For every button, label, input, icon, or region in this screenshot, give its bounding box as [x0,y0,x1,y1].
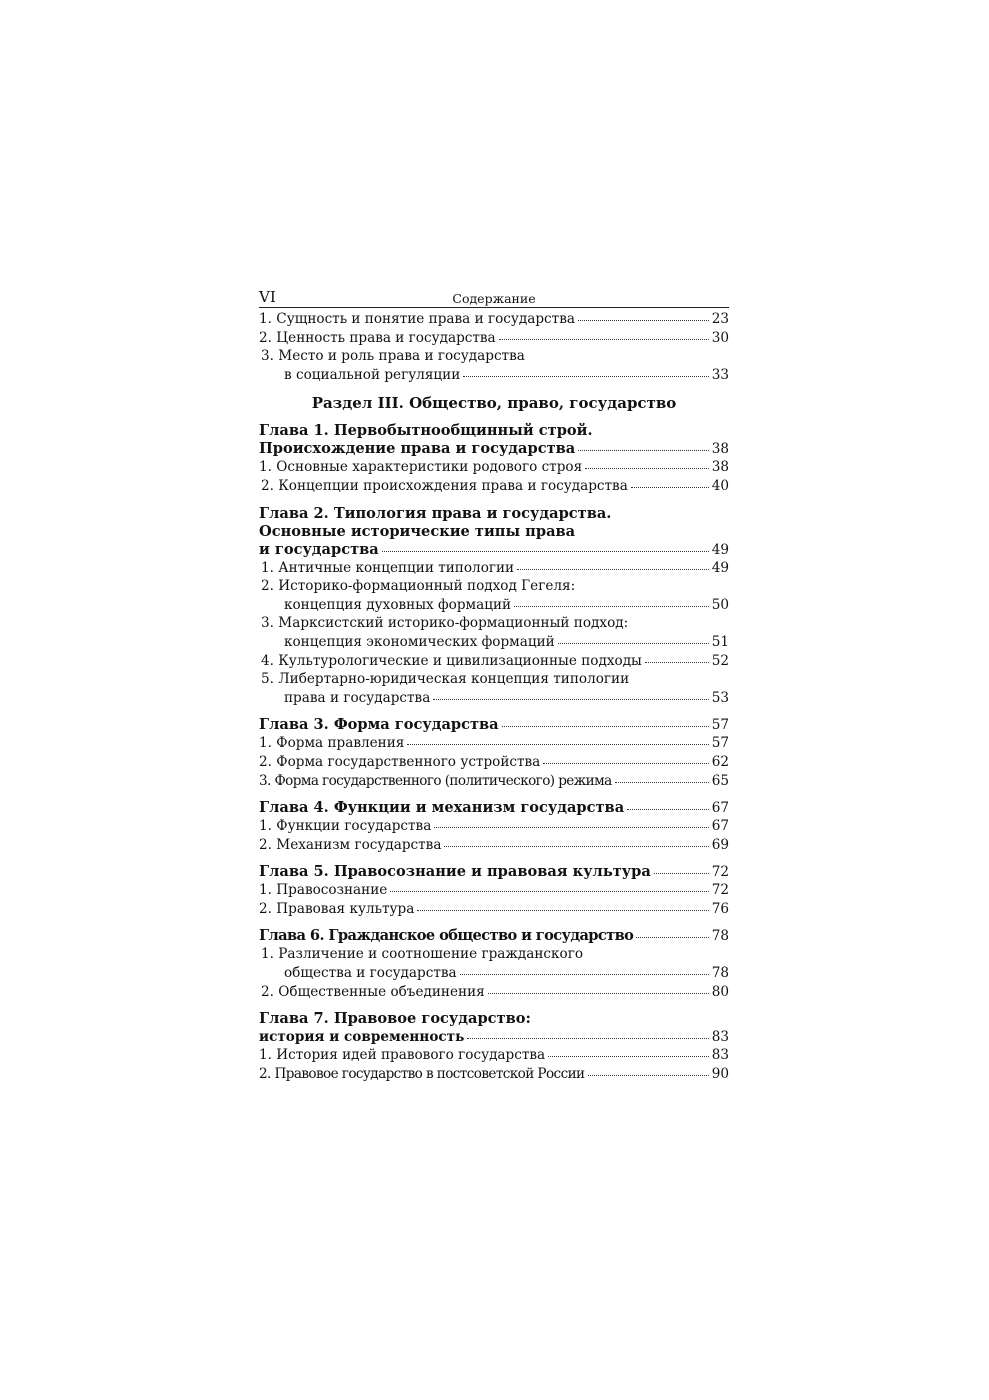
entry-text: 1. Сущность и понятие права и государства [259,311,575,327]
chapter-title: Глава 4. Функции и механизм государства [259,799,625,817]
chapter-page: 49 [711,541,729,558]
dot-leader [382,547,709,552]
entry-text: 2. Ценность права и государства [259,329,496,346]
section-heading: Раздел III. Общество, право, государство [311,394,677,413]
toc-entry [259,836,729,855]
chapter-subtitle: Происхождение права и государства [259,440,576,458]
chapter-page: 38 [711,441,729,458]
chapter-page: 78 [711,928,729,945]
chapter-page: 57 [711,717,729,734]
toc-entry-line1 [259,577,729,596]
toc-entry [259,900,729,919]
dot-leader [558,639,709,644]
entry-page: 80 [711,983,729,1000]
chapter-title-line [259,927,729,945]
entry-page: 65 [711,772,729,789]
dot-leader [578,316,709,321]
toc-entry [259,477,729,496]
dot-leader [631,483,709,488]
chapter-title-line [259,541,729,559]
toc-entry [259,633,729,652]
running-title: Содержание [452,291,536,306]
toc-entry [259,964,729,983]
toc-entry [259,817,729,836]
dot-leader [407,740,708,745]
toc-entry-line1 [259,614,729,633]
entry-page: 38 [711,459,729,476]
entry-page: 62 [711,753,729,770]
chapter-title-line [259,799,729,817]
toc-entry [259,1065,729,1084]
entry-text: 1. Основные характеристики родового строя [259,459,583,476]
dot-leader [444,842,708,847]
chapter-title: Глава 6. Гражданское общество и государство [259,927,634,945]
chapter-6 [259,927,729,1001]
entry-text: 1. Античные концепции типологии [261,559,515,576]
toc-entry [259,753,729,772]
toc-entry [259,329,729,348]
toc-entry [259,983,729,1002]
entry-page: 33 [711,366,729,383]
chapter-page: 83 [711,1029,729,1046]
entry-page: 76 [711,900,729,917]
dot-leader [548,1052,709,1057]
dot-leader [585,464,709,469]
dot-leader [460,970,709,975]
toc-entry [259,772,729,791]
chapter-7 [259,1010,729,1083]
entry-page: 67 [711,818,729,835]
chapter-title: Глава 3. Форма государства [259,716,499,734]
entry-text: 2. Правовое государство в постсоветской России [259,1065,585,1082]
dot-leader [499,335,709,340]
entry-text: 3. Форма государственного (политического) режима [259,772,612,789]
entry-text: 2. Механизм государства [259,836,442,853]
entry-text: 2. Историко-формационный подход Гегеля: [261,578,576,595]
entry-page: 51 [711,633,729,650]
entry-page: 40 [711,477,729,494]
entry-page: 57 [711,735,729,752]
entry-text: концепция экономических формаций [284,633,555,650]
entry-text: 2. Общественные объединения [261,983,485,1000]
dot-leader [627,805,709,810]
entry-text: 1. Различение и соотношение гражданского [261,946,584,963]
dot-leader [502,722,709,727]
chapter-title: Глава 2. Типология права и государства. [259,504,612,522]
toc-entry-line1 [259,347,729,366]
chapter-subtitle: история и современность [259,1029,465,1046]
entry-text: 2. Правовая культура [259,900,415,917]
entry-text: общества и государства [284,965,457,982]
dot-leader [615,778,709,783]
dot-leader [434,823,708,828]
chapter-title-line [259,440,729,458]
entry-text: 5. Либертарно-юридическая концепция типологии [261,671,630,688]
entry-page: 50 [711,596,729,613]
dot-leader [645,658,709,663]
chapter-subtitle: Основные исторические типы права [259,522,576,540]
entry-page: 83 [711,1047,729,1064]
entry-text: 3. Место и роль права и государства [261,348,525,365]
dot-leader [517,565,709,570]
toc-entry [259,1046,729,1065]
chapter-1 [259,422,729,495]
entry-text: в социальной регуляции [284,366,461,383]
chapter-title: Глава 5. Правосознание и правовая культура [259,863,651,881]
entry-page: 72 [711,882,729,899]
chapter-3 [259,716,729,790]
toc-entry [259,596,729,615]
toc-entry [259,652,729,671]
entry-text: 2. Форма государственного устройства [259,753,541,770]
entry-page: 23 [711,311,729,327]
entry-text: 2. Концепции происхождения права и государства [261,477,628,494]
dot-leader [433,695,708,700]
chapter-title: Глава 7. Правовое государство: [259,1010,531,1028]
entry-page: 78 [711,965,729,982]
toc-entry [259,881,729,900]
dot-leader [578,446,708,451]
entry-page: 90 [711,1065,729,1082]
entry-text: 3. Марксистский историко-формационный подход: [261,615,629,632]
dot-leader [467,1034,708,1039]
chapter-page: 67 [711,800,729,817]
entry-text: 1. Функции государства [259,818,432,835]
dot-leader [463,372,708,377]
entry-page: 69 [711,836,729,853]
dot-leader [417,906,708,911]
dot-leader [654,869,709,874]
toc-entry [259,310,729,329]
dot-leader [636,933,708,938]
toc-entry [259,366,729,385]
entry-text: 1. История идей правового государства [259,1047,546,1064]
entry-page: 52 [711,652,729,669]
dot-leader [514,602,709,607]
chapter-title: Глава 1. Первобытнообщинный строй. [259,422,593,440]
chapter-5 [259,863,729,918]
entry-page: 53 [711,689,729,706]
dot-leader [488,989,709,994]
entry-text: права и государства [284,689,431,706]
toc-entry-line1 [259,670,729,689]
chapter-4 [259,799,729,854]
page-number: VI [259,288,276,306]
chapter-title-line [259,863,729,881]
dot-leader [588,1071,709,1076]
entry-page: 30 [711,329,729,346]
chapter-subtitle: и государства [259,540,379,558]
entry-page: 49 [711,559,729,576]
entry-text: 1. Форма правления [259,735,405,752]
chapter-title-line [259,716,729,734]
chapter-2 [259,505,729,708]
chapter-title-line [259,1028,729,1046]
dot-leader [543,759,708,764]
toc-entry-line1 [259,945,729,964]
running-header [259,289,729,308]
toc-entry [259,559,729,578]
toc-entry [259,458,729,477]
toc-entry [259,689,729,708]
table-of-contents [259,289,729,1083]
chapter-page: 72 [711,864,729,881]
entry-text: концепция духовных формаций [284,596,512,613]
toc-entry [259,734,729,753]
dot-leader [390,887,708,892]
entry-text: 1. Правосознание [259,882,388,899]
entry-text: 4. Культурологические и цивилизационные подходы [261,652,642,669]
